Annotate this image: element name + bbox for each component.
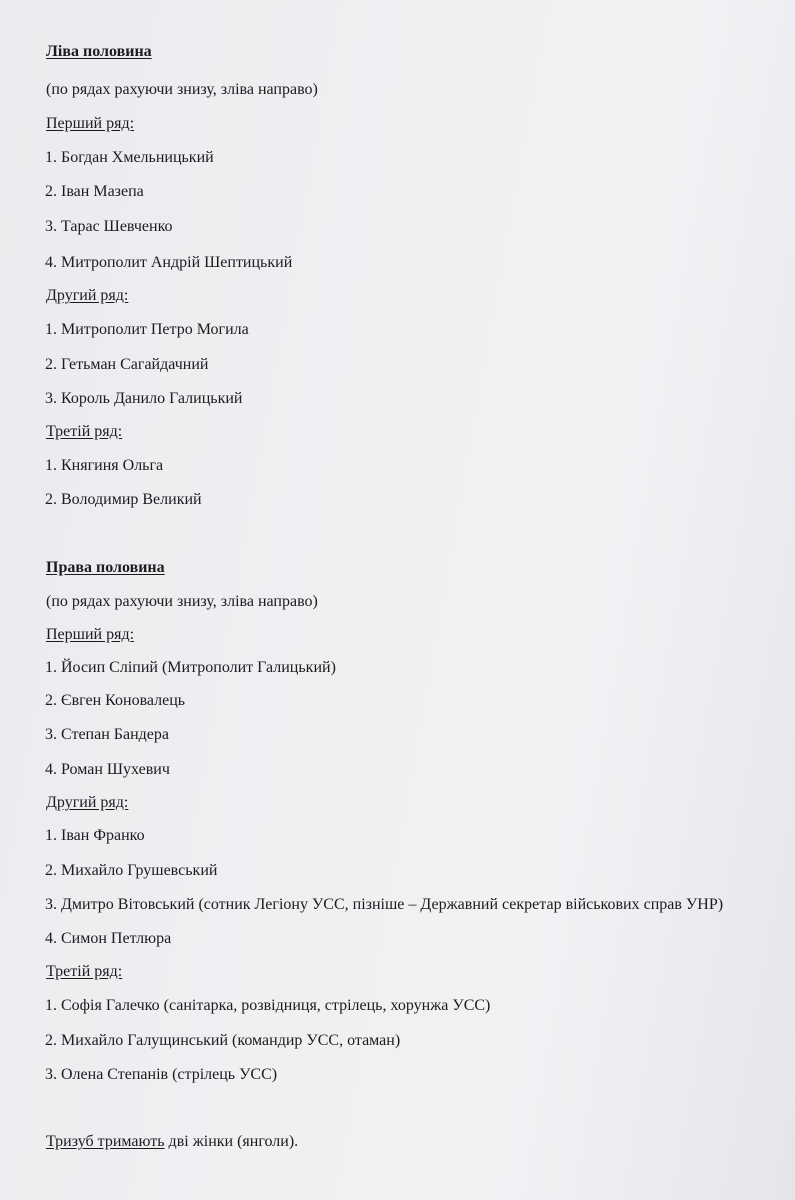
left-row-3-item-2: 2. Володимир Великий xyxy=(45,491,202,508)
right-row-1-item-2: 2. Євген Коновалець xyxy=(45,692,186,709)
right-row-1-title: Перший ряд: xyxy=(46,626,135,643)
trident-note xyxy=(46,1132,298,1152)
trident-note-rest: дві жінки (янголи). xyxy=(164,1133,299,1150)
left-row-2-item-2: 2. Гетьман Сагайдачний xyxy=(45,356,209,373)
right-half-note: (по рядах рахуючи знизу, зліва направо) xyxy=(46,593,318,610)
left-row-1-item-4: 4. Митрополит Андрій Шептицький xyxy=(45,254,293,271)
left-half-note: (по рядах рахуючи знизу, зліва направо) xyxy=(46,81,318,98)
left-row-3-item-1: 1. Княгиня Ольга xyxy=(45,457,164,474)
left-row-3-title: Третій ряд: xyxy=(46,423,123,440)
left-row-1-item-3: 3. Тарас Шевченко xyxy=(45,218,173,235)
right-row-3-item-3: 3. Олена Степанів (стрілець УСС) xyxy=(45,1066,278,1083)
left-row-1-item-1: 1. Богдан Хмельницький xyxy=(45,149,214,166)
left-row-1-item-2: 2. Іван Мазепа xyxy=(45,183,144,200)
left-row-2-item-3: 3. Король Данило Галицький xyxy=(45,390,243,407)
right-row-1-item-4: 4. Роман Шухевич xyxy=(45,761,170,778)
right-row-3-item-1: 1. Софія Галечко (санітарка, розвідниця, стрілець, хорунжа УСС) xyxy=(45,997,491,1014)
right-row-2-item-1: 1. Іван Франко xyxy=(45,827,145,844)
left-row-2-title: Другий ряд: xyxy=(46,287,129,304)
right-row-2-title: Другий ряд: xyxy=(46,794,129,811)
right-row-1-item-3: 3. Степан Бандера xyxy=(45,726,169,743)
right-row-3-item-2: 2. Михайло Галущинський (командир УСС, отаман) xyxy=(45,1032,401,1049)
left-row-2-item-1: 1. Митрополит Петро Могила xyxy=(45,321,249,338)
left-half-heading: Ліва половина xyxy=(46,43,152,60)
right-half-heading: Права половина xyxy=(46,559,165,576)
trident-note-underlined: Тризуб тримають xyxy=(46,1133,165,1150)
left-row-1-title: Перший ряд: xyxy=(46,115,135,132)
right-row-3-title: Третій ряд: xyxy=(46,963,123,980)
right-row-2-item-3: 3. Дмитро Вітовський (сотник Легіону УСС, пізніше – Державний секретар військових справ УНР) xyxy=(45,896,724,913)
right-row-1-item-1: 1. Йосип Сліпий (Митрополит Галицький) xyxy=(45,659,336,676)
right-row-2-item-2: 2. Михайло Грушевський xyxy=(45,862,218,879)
right-row-2-item-4: 4. Симон Петлюра xyxy=(45,930,172,947)
